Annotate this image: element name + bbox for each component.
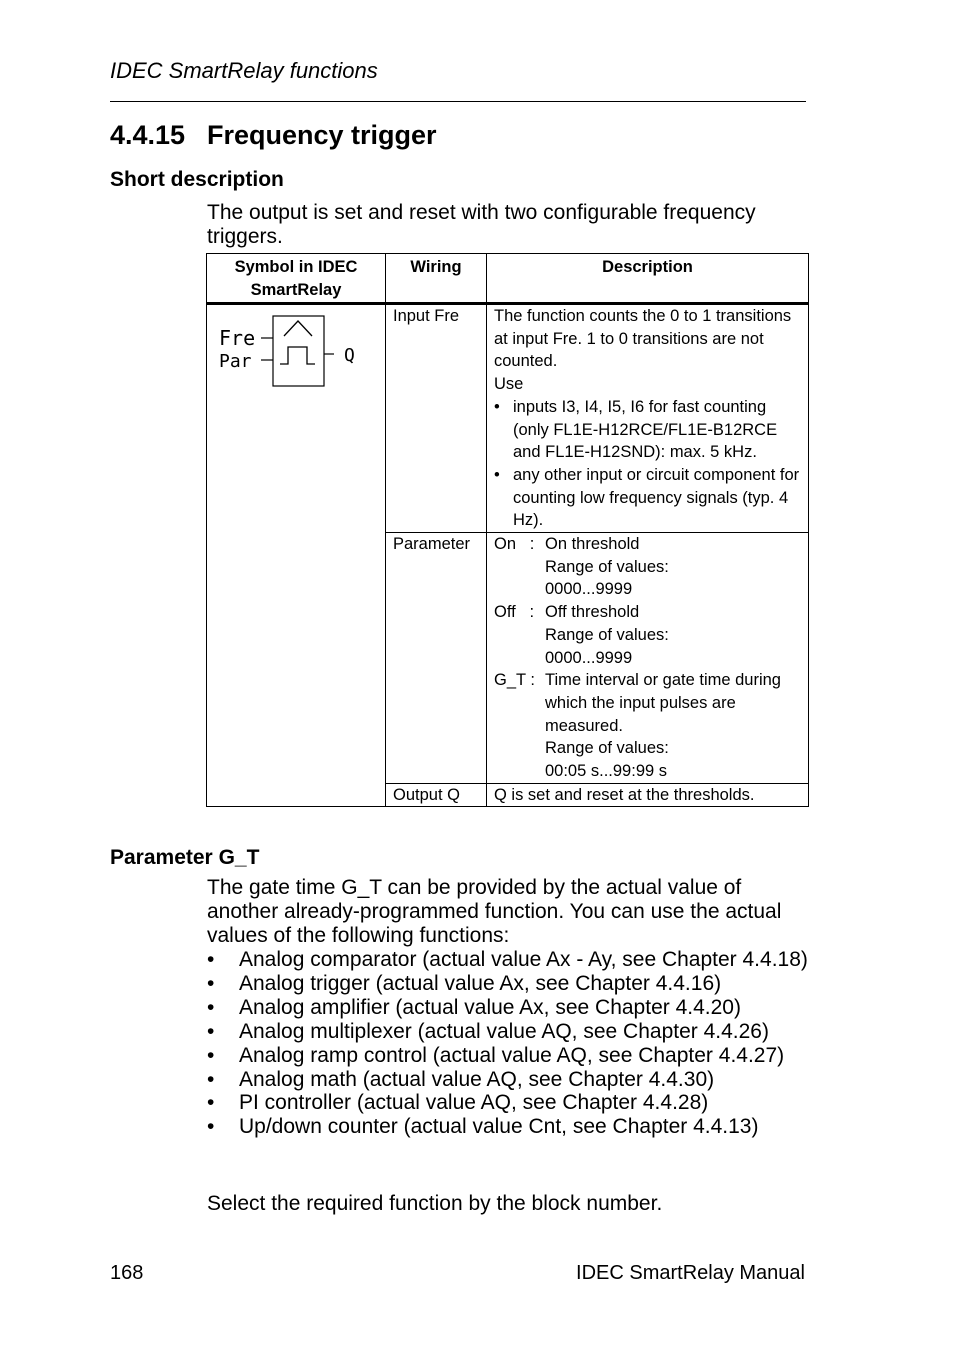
function-item-text: Analog amplifier (actual value Ax, see Chapter 4.4.20): [239, 995, 741, 1019]
symbol-input-par: Par: [219, 351, 252, 372]
function-item-text: Analog math (actual value AQ, see Chapter 4.4.30): [239, 1067, 715, 1091]
header-symbol: Symbol in IDEC SmartRelay: [207, 254, 386, 304]
section-number: 4.4.15: [110, 120, 186, 150]
description-parameter: [487, 533, 809, 784]
parameter-line: On threshold: [545, 535, 640, 554]
description-output: Q is set and reset at the thresholds.: [487, 783, 809, 807]
bullet-glyph: •: [207, 1115, 215, 1139]
parameter-gate-time: [494, 669, 802, 783]
symbol-output-q: Q: [344, 345, 355, 366]
bullet-glyph: •: [494, 465, 500, 484]
bullet-glyph: •: [207, 1019, 215, 1043]
list-item: [207, 1044, 812, 1068]
parameter-line: Range of values:: [545, 739, 669, 758]
parameter-gt-text: The gate time G_T can be provided by the actual value of another already-programmed function. You can use the actual values of the following functions:: [207, 876, 782, 947]
table-header-row: [207, 254, 809, 304]
list-item: [207, 972, 812, 996]
use-bullet-text: any other input or circuit component for counting low frequency signals (typ. 4 Hz).: [513, 465, 800, 530]
symbol-cell: [207, 304, 386, 807]
list-item: [207, 1020, 812, 1044]
function-item-text: Analog multiplexer (actual value AQ, see Chapter 4.4.26): [239, 1019, 769, 1043]
parameter-line: 00:05 s...99:99 s: [545, 762, 668, 781]
parameter-line: 0000...9999: [545, 648, 633, 667]
list-item: [494, 396, 802, 464]
parameter-line: Time interval or gate time during which the input pulses are measured.: [545, 671, 781, 735]
section-title: Frequency trigger: [207, 120, 437, 150]
parameter-off: [494, 601, 802, 669]
list-item: [207, 1115, 812, 1139]
parameter-key: On :: [494, 535, 535, 554]
parameter-line: Range of values:: [545, 557, 669, 576]
wiring-output: Output Q: [386, 783, 487, 807]
parameter-value: [545, 533, 802, 601]
list-item: [207, 996, 812, 1020]
running-header: IDEC SmartRelay functions: [110, 58, 378, 83]
bullet-glyph: •: [207, 1067, 215, 1091]
bullet-glyph: •: [207, 948, 215, 971]
use-bullet-text: inputs I3, I4, I5, I6 for fast counting (only FL1E-H12RCE/FL1E-B12RCE and FL1E-H12SND): max. 5 kHz.: [513, 397, 778, 462]
wiring-parameter: Parameter: [386, 533, 487, 784]
header-wiring: Wiring: [386, 254, 487, 304]
function-item-text: Analog comparator (actual value Ax - Ay, see Chapter 4.4.18): [239, 948, 808, 971]
function-item-text: PI controller (actual value AQ, see Chapter 4.4.28): [239, 1091, 709, 1115]
closing-text: Select the required function by the block number.: [207, 1192, 663, 1215]
header-description: Description: [487, 254, 809, 304]
parameter-on: [494, 533, 802, 601]
use-label: Use: [494, 375, 524, 394]
parameter-key: Off :: [494, 603, 535, 622]
parameter-gt-heading: Parameter G_T: [110, 846, 260, 869]
page-number: 168: [110, 1262, 144, 1284]
frequency-trigger-block-icon: [217, 314, 367, 398]
short-description-text: The output is set and reset with two configurable frequency triggers.: [207, 201, 756, 248]
parameter-line: 0000...9999: [545, 580, 633, 599]
parameter-line: Range of values:: [545, 625, 669, 644]
parameter-value: [545, 601, 802, 669]
parameter-key: G_T :: [494, 671, 535, 690]
wiring-input: Input Fre: [386, 304, 487, 533]
manual-title: IDEC SmartRelay Manual: [576, 1262, 805, 1284]
table-row-input: [207, 304, 809, 533]
bullet-glyph: •: [207, 1043, 215, 1067]
bullet-glyph: •: [207, 971, 215, 995]
list-item: [207, 1091, 812, 1115]
list-item: [207, 948, 812, 972]
short-description-heading: Short description: [110, 168, 284, 191]
function-item-text: Analog trigger (actual value Ax, see Chapter 4.4.16): [239, 971, 722, 995]
use-bullet-list: [494, 396, 802, 532]
parameter-value: [545, 669, 802, 783]
input-description-text: The function counts the 0 to 1 transitions at input Fre. 1 to 0 transitions are not counted.: [494, 307, 792, 371]
function-list: [207, 948, 812, 1139]
function-spec-table: [206, 253, 809, 807]
header-divider: [110, 101, 806, 102]
symbol-input-fre: Fre: [219, 326, 256, 350]
list-item: [207, 1068, 812, 1092]
parameter-line: Off threshold: [545, 603, 640, 622]
list-item: [494, 464, 802, 532]
section-heading: [110, 120, 437, 151]
description-input: [487, 304, 809, 533]
bullet-glyph: •: [207, 1091, 215, 1115]
bullet-glyph: •: [207, 995, 215, 1019]
function-item-text: Analog ramp control (actual value AQ, see Chapter 4.4.27): [239, 1043, 785, 1067]
function-item-text: Up/down counter (actual value Cnt, see Chapter 4.4.13): [239, 1115, 759, 1139]
bullet-glyph: •: [494, 397, 500, 416]
